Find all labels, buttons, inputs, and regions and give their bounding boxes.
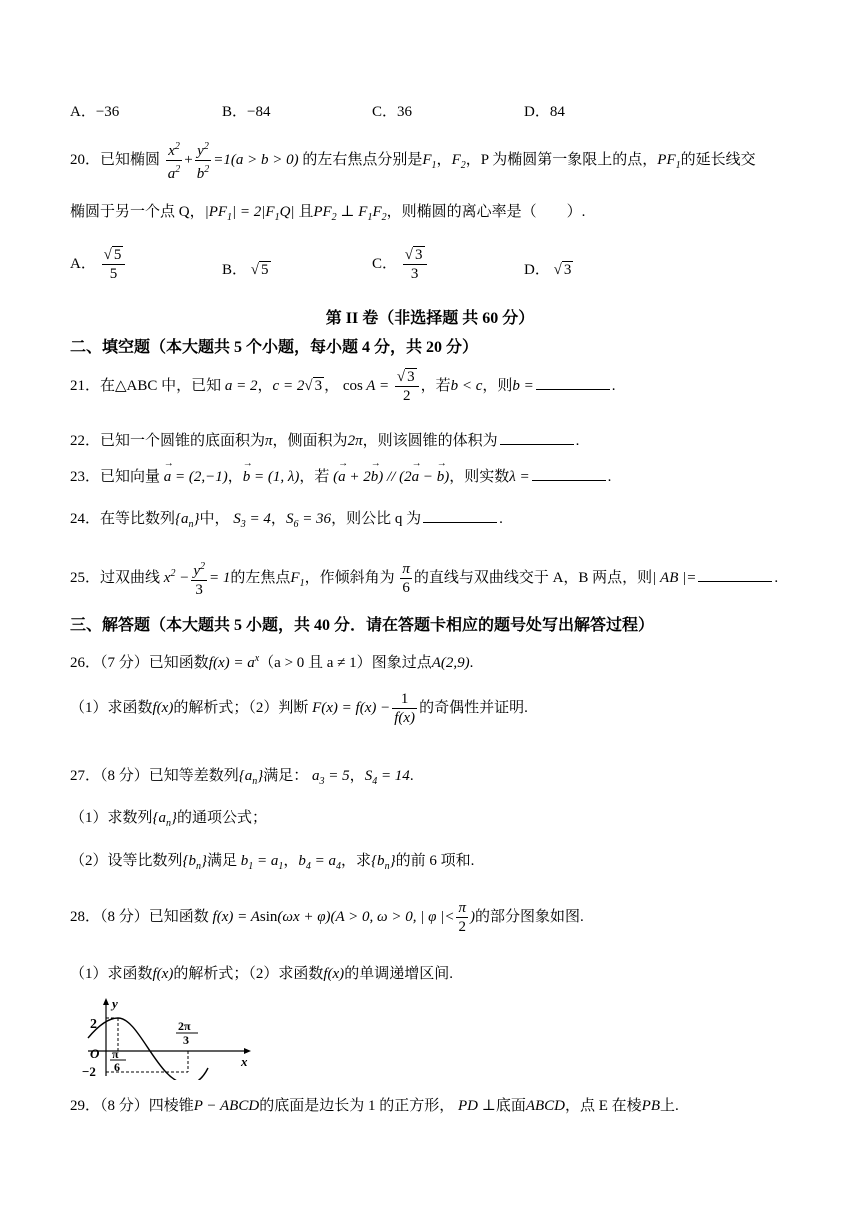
q19-option-a: A．−36 xyxy=(70,104,120,120)
q19-option-b: B．−84 xyxy=(222,104,271,120)
q28-sub: （1）求函数f(x)的解析式；（2）求函数f(x)的单调递增区间. xyxy=(70,966,453,982)
label-pi-over-6-den: 6 xyxy=(114,1060,120,1074)
y-axis-arrow xyxy=(103,998,109,1005)
part2-title: 第 II 卷（非选择题 共 60 分） xyxy=(325,310,535,327)
label-pi-over-6-num: π xyxy=(112,1047,119,1061)
q19-option-d: D．84 xyxy=(524,104,565,120)
q23: 23．已知向量 → a = (2,−1)，→ b = (1, λ)，若 (→ a + 2→ b) // (2→ a − → b)，则实数λ = . xyxy=(70,465,611,486)
q29: 29．（8 分）四棱锥P − ABCD的底面是边长为 1 的正方形， PD ⊥底面ABCD，点 E 在棱PB上. xyxy=(70,1098,679,1114)
y-axis-label: y xyxy=(112,996,118,1011)
label-two: 2 xyxy=(90,1017,97,1032)
label-2pi-over-3-num: 2π xyxy=(178,1019,191,1033)
label-neg-two: −2 xyxy=(82,1064,96,1079)
q27-sub1: （1）求数列$\{a_n\}$的通项公式； xyxy=(70,810,268,829)
q20-option-a: A． $\frac{√ 5}{5}$ xyxy=(70,246,127,283)
q28: 28．（8 分）已知函数 f(x) = Asin(ωx + φ)(A > 0, ω > 0, | φ |< $\frac{\pi}{2}$ )的部分图象如图. xyxy=(70,900,584,936)
q26-sub: （1）求函数f(x)的解析式；（2）判断 F(x) = f(x) − $\frac{1}{f(x)}$ 的奇偶性并证明. xyxy=(70,691,528,727)
sine-graph xyxy=(78,996,258,1080)
label-origin: O xyxy=(90,1046,100,1061)
q26: 26．（7 分）已知函数$f(x) = a^x(a > 0$ 且 a ≠ 1）图象过点A(2,9). xyxy=(70,653,474,671)
q20-option-b: B． √ 5 xyxy=(222,262,269,278)
sine-curve-main xyxy=(106,1015,208,1067)
q24: 24．在等比数列$\{a_n\}$中， $S_3 = 4$，$S_6 = 36$，则公比 q 为 . xyxy=(70,507,503,530)
x-axis-label: x xyxy=(241,1054,248,1069)
q27-sub2: （2）设等比数列$\{b_n\}$满足 $b_1 = a_1$，$b_4 = a_4$，求$\{b_n\}$的前 6 项和. xyxy=(70,853,475,872)
section-2-heading: 二、填空题（本大题共 5 个小题，每小题 4 分，共 20 分） xyxy=(70,339,479,356)
q20-line-2: 椭圆于另一个点 Q，$|PF_1| = 2|F_1Q|$ 且$PF_2$ ⊥ $F_1F_2$，则椭圆的离心率是（ ）. xyxy=(70,204,586,223)
q21: 21．在△ABC 中，已知 a = 2，c = 2√ 3 ， cos A = $\frac{√ 3}{2}$ ，若b < c，则b = . xyxy=(70,369,616,405)
section-3-heading: 三、解答题（本大题共 5 小题，共 40 分．请在答题卡相应的题号处写出解答过程） xyxy=(70,617,655,634)
q22: 22．已知一个圆锥的底面积为π，侧面积为2π，则该圆锥的体积为 . xyxy=(70,429,579,450)
label-2pi-over-3-den: 3 xyxy=(183,1033,189,1047)
q20-option-d: D． √ 3 xyxy=(524,262,572,278)
q20-line-1: 20．已知椭圆 $\frac{x^2}{a^2}$ + $\frac{y^2}{b^2}$ =1(a > b > 0) 的左右焦点分别是$F_1$，$F_2$，P 为椭圆第一象限上的点，$PF_1$的延长线交 xyxy=(70,138,756,186)
q20-option-c: C． $\frac{√ 3}{3}$ xyxy=(372,246,429,283)
q27: 27．（8 分）已知等差数列$\{a_n\}$满足： $a_3 = 5$，$S_4 = 14$. xyxy=(70,768,414,787)
q19-option-c: C．36 xyxy=(372,104,413,120)
q25: 25．过双曲线 $x^2$ − $\frac{y^2}{3}$ = 1的左焦点$F_1$，作倾斜角为 $\frac{\pi}{6}$ 的直线与双曲线交于 A，B 两点，则| AB |= . xyxy=(70,554,778,604)
